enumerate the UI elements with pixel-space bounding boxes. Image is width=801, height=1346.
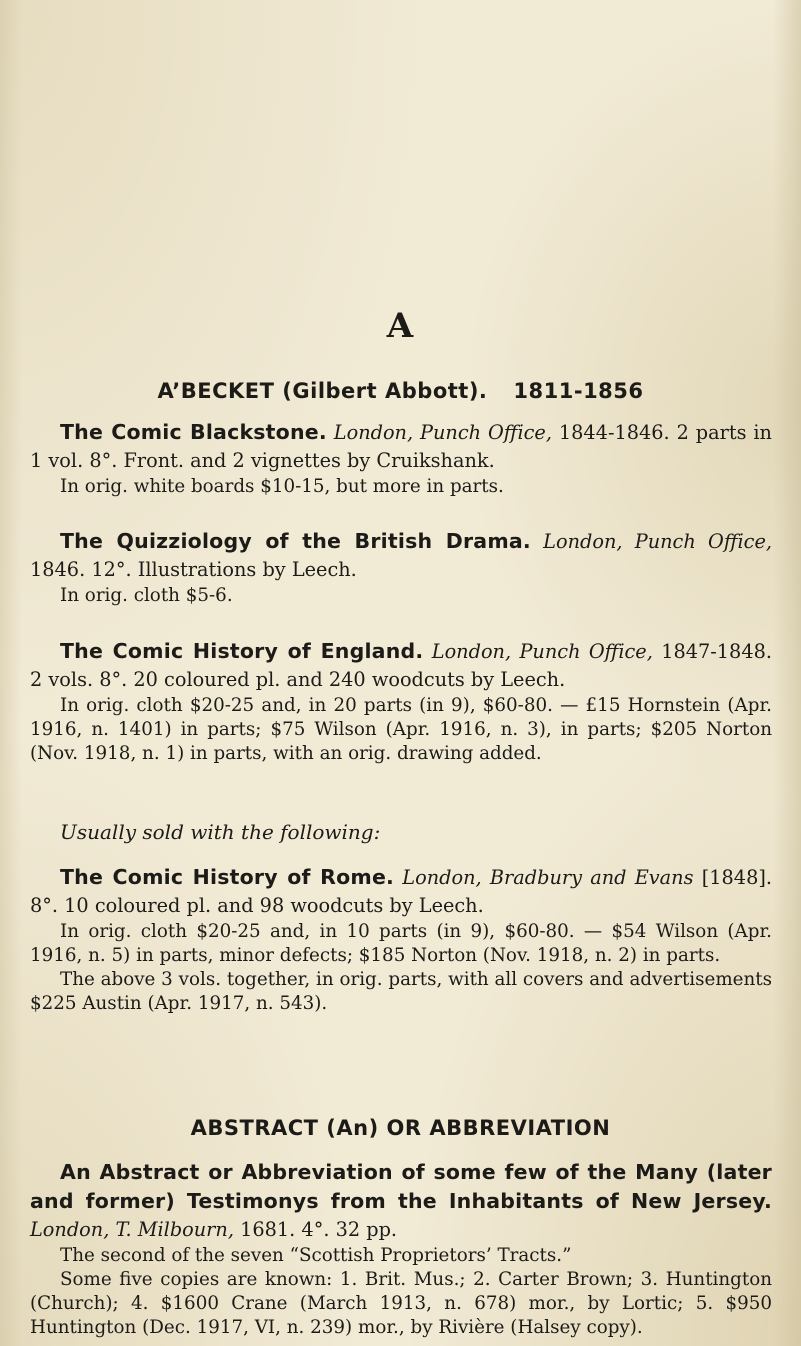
- entry-details: 1846. 12°. Illustrations by Leech.: [30, 558, 357, 581]
- entry-notes: In orig. cloth $5-6.: [60, 585, 233, 606]
- entry-comic-history-england: [30, 637, 772, 766]
- entry-notes: In orig. cloth $20-25 and, in 10 parts (in 9), $60-80. — $54 Wilson (Apr. 1916, n. 5) in parts, minor defects; $185 Norton (Nov. 1918, n. 2) in parts.: [30, 921, 772, 966]
- entry-title: An Abstract or Abbreviation of some few of the Many (later and former) Testimonys from the Inhabitants of New Jersey.: [30, 1160, 772, 1213]
- entry-comic-history-rome: [30, 863, 772, 1016]
- entry-imprint: London, Bradbury and Evans: [402, 866, 694, 889]
- entry-imprint: London, Punch Office,: [543, 530, 772, 553]
- entry-quizziology: [30, 527, 772, 608]
- anonymous-heading: ABSTRACT (An) OR ABBREVIATION: [190, 1116, 611, 1140]
- entry-title: The Quizziology of the British Drama.: [60, 529, 531, 553]
- entry-details: 1681. 4°. 32 pp.: [240, 1218, 398, 1241]
- author-dates: 1811-1856: [513, 379, 644, 403]
- entry-title: The Comic Blackstone.: [60, 420, 327, 444]
- author-name: A’BECKET (Gilbert Abbott).: [157, 379, 488, 403]
- entry-imprint: London, T. Milbourn,: [30, 1218, 234, 1241]
- entry-note: The second of the seven “Scottish Proprietors’ Tracts.”: [60, 1245, 572, 1266]
- page-edge-right: [773, 0, 801, 1346]
- entry-imprint: London, Punch Office,: [333, 421, 552, 444]
- entry-notes: In orig. cloth $20-25 and, in 20 parts (in 9), $60-80. — £15 Hornstein (Apr. 1916, n. 1401) in parts; $75 Wilson (Apr. 1916, n. 3), in parts; $205 Norton (Nov. 1918, n. 1) in parts, with an orig. drawing added.: [30, 695, 772, 764]
- entry-comic-blackstone: [30, 418, 772, 499]
- entry-imprint: London, Punch Office,: [431, 640, 653, 663]
- entry-abstract: [30, 1158, 772, 1340]
- entry-details: 1844-1846. 2 parts in 1 vol. 8°. Front. and 2 vignettes by Cruikshank.: [30, 421, 772, 472]
- entry-notes: In orig. white boards $10-15, but more in parts.: [60, 476, 504, 497]
- combined-note: The above 3 vols. together, in orig. parts, with all covers and advertisements $225 Austin (Apr. 1917, n. 543).: [30, 969, 772, 1014]
- entry-details: 1847-1848. 2 vols. 8°. 20 coloured pl. and 240 woodcuts by Leech.: [30, 640, 772, 691]
- entry-details: [1848]. 8°. 10 coloured pl. and 98 woodcuts by Leech.: [30, 866, 772, 917]
- entry-title: The Comic History of Rome.: [60, 865, 395, 889]
- section-letter: A: [386, 306, 415, 346]
- author-heading: [0, 379, 801, 403]
- entry-note: Some five copies are known: 1. Brit. Mus.; 2. Carter Brown; 3. Huntington (Church); 4. $1600 Crane (March 1913, n. 678) mor., by Lortic; 5. $950 Huntington (Dec. 1917, VI, n. 239) mor., by Rivière (Halsey copy).: [30, 1269, 772, 1338]
- page-edge-left: [0, 0, 22, 1346]
- entry-title: The Comic History of England.: [60, 639, 424, 663]
- usually-sold-note: Usually sold with the following:: [60, 820, 381, 844]
